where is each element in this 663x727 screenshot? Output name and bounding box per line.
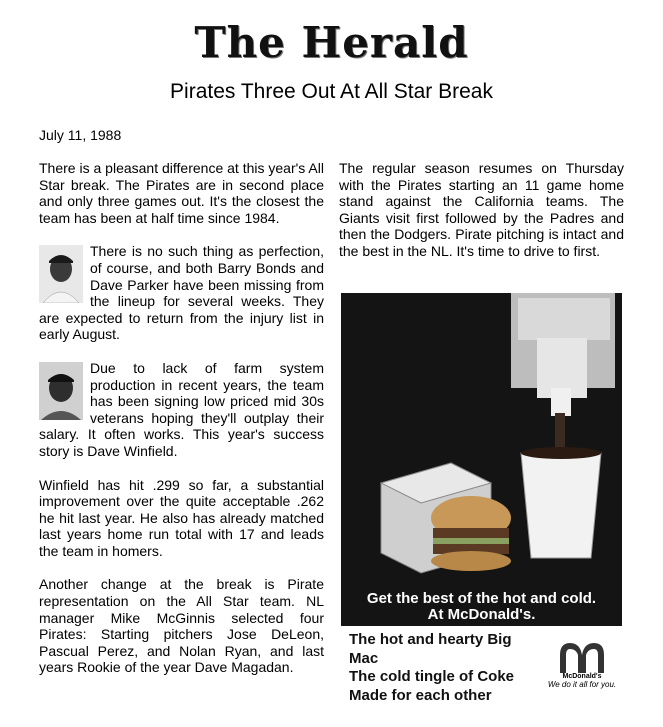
ad-copy-line: The hot and hearty Big Mac	[349, 631, 512, 667]
slogan: We do it all for you.	[547, 680, 617, 689]
mcdonalds-advertisement	[341, 293, 622, 706]
paragraph-with-photo	[39, 360, 324, 460]
ad-banner-line: At McDonald's.	[427, 606, 536, 623]
mcdonalds-logo	[546, 641, 618, 699]
ad-copy-line: The cold tingle of Coke	[349, 668, 515, 685]
paragraph: Winfield has hit .299 so far, a substantial improvement over the quite acceptable .262 he hit last year. He also has already matched last years home run total with 17 and leads the team in homers.	[39, 476, 324, 559]
ad-banner-line: Get the best of the hot and cold.	[366, 590, 597, 607]
ad-copy-line: Made for each other	[349, 686, 492, 704]
player-photo-bonds	[39, 245, 83, 303]
article-headline: Pirates Three Out At All Star Break	[170, 80, 493, 103]
paragraph: There is a pleasant difference at this year's All Star break. The Pirates are in second place and only three games out. It's the closest the team has been at half time since 1984.	[39, 160, 324, 226]
ad-banner	[341, 591, 622, 623]
logo-name: McDonald's	[562, 673, 602, 680]
paragraph: The regular season resumes on Thursday with the Pirates starting an 11 game home stand against the California teams. The Giants visit first followed by the Padres and then the Dodgers. Pirate pitching is intact and the best in the NL. It's time to drive to first.	[339, 160, 624, 259]
paragraph-with-photo	[39, 243, 324, 343]
paragraph-text: There is no such thing as perfection, of course, and both Barry Bonds and Dave Parker have been missing from the lineup for several weeks. They are expected to return from the injury list in early August.	[39, 243, 324, 343]
article-date: July 11, 1988	[39, 127, 122, 143]
left-column	[39, 160, 324, 693]
player-photo-winfield	[39, 362, 83, 420]
paragraph: Another change at the break is Pirate representation on the All Star team. NL manager Mike McGinnis selected four Pirates: Starting pitchers Jose DeLeon, Pascual Perez, and Nolan Ryan, and last years Rookie of the year Dave Magadan.	[39, 576, 324, 676]
ad-copy	[349, 631, 539, 705]
right-column	[339, 160, 624, 277]
masthead	[0, 14, 663, 70]
paragraph-text: Due to lack of farm system production in recent years, the team has been signing low priced mid 30s veterans hoping they'll outplay their salary. It often works. This year's success story is Dave Winfield.	[39, 359, 324, 459]
ad-photo	[341, 293, 622, 626]
masthead-title: The Herald	[194, 17, 469, 67]
golden-arches-icon	[558, 641, 606, 673]
